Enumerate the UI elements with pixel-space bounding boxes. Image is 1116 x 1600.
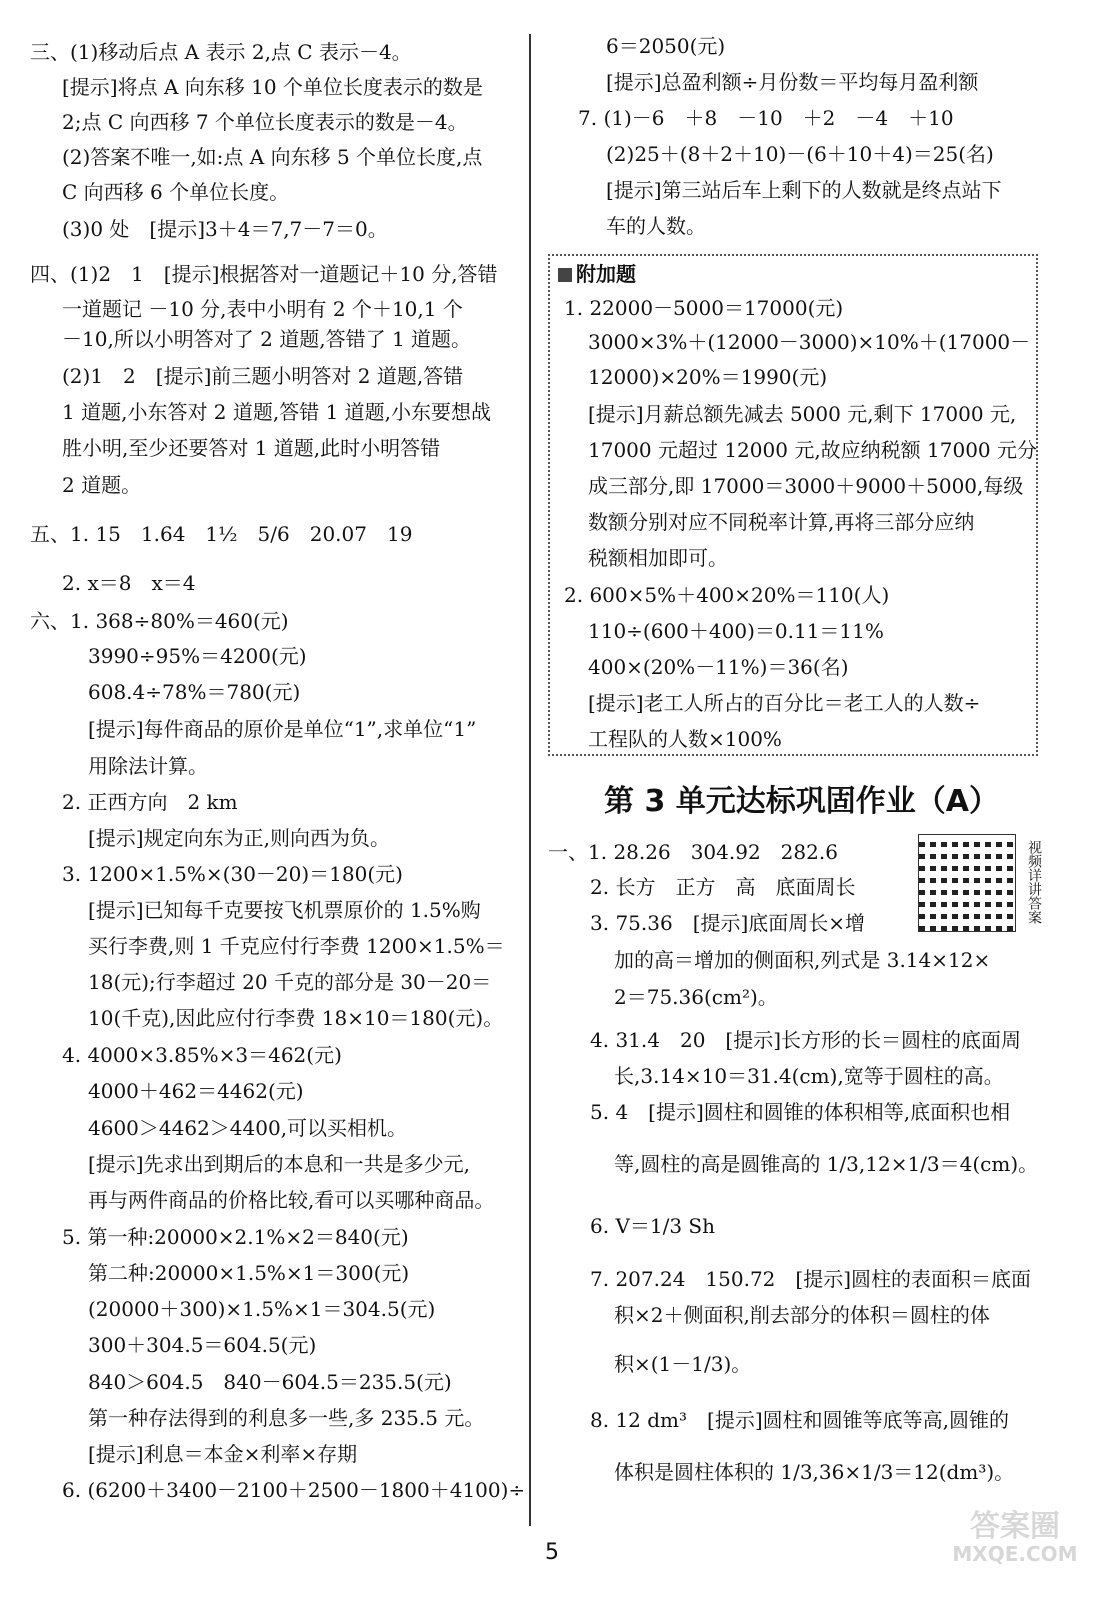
text-line: [提示]第三站后车上剩下的人数就是终点站下 [606, 178, 1002, 202]
qr-code-icon[interactable] [918, 834, 1016, 932]
page-number: 5 [545, 1540, 559, 1565]
text-line: 4. 4000×3.85%×3＝462(元) [62, 1043, 342, 1067]
text-line: 五、1. 15 1.64 1½ 5/6 20.07 19 [30, 522, 413, 546]
text-line: 四、(1)2 1 [提示]根据答对一道题记＋10 分,答错 [30, 262, 498, 286]
unit-line: 8. 12 dm³ [提示]圆柱和圆锥等底等高,圆锥的 [590, 1408, 1009, 1432]
addon-line: 110÷(600＋400)＝0.11＝11% [588, 619, 884, 643]
text-line: [提示]每件商品的原价是单位“1”,求单位“1” [88, 717, 477, 741]
text-line: 车的人数。 [606, 214, 706, 238]
column-divider [529, 34, 531, 1526]
text-line: 840＞604.5 840－604.5＝235.5(元) [88, 1370, 452, 1394]
addon-title [558, 258, 636, 287]
addon-line: 成三部分,即 17000＝3000＋9000＋5000,每级 [588, 474, 1024, 498]
addon-line: [提示]月薪总额先减去 5000 元,剩下 17000 元, [588, 402, 1017, 426]
text-line: 2;点 C 向西移 7 个单位长度表示的数是－4。 [62, 110, 468, 134]
text-line: 胜小明,至少还要答对 1 道题,此时小明答错 [62, 436, 441, 460]
unit-line: 一、1. 28.26 304.92 282.6 [548, 840, 838, 864]
text-line: 5. 第一种:20000×2.1%×2＝840(元) [62, 1225, 409, 1249]
text-line: [提示]总盈利额÷月份数＝平均每月盈利额 [606, 70, 979, 94]
text-line: 2. x＝8 x＝4 [62, 571, 196, 595]
addon-line: 3000×3%＋(12000－3000)×10%＋(17000－ [588, 330, 1031, 354]
addon-icon [558, 268, 572, 282]
text-line: 608.4÷78%＝780(元) [88, 680, 301, 704]
text-line: 6. (6200＋3400－2100＋2500－1800＋4100)÷ [62, 1478, 526, 1502]
text-line: 18(元);行李超过 20 千克的部分是 30－20＝ [88, 970, 492, 994]
addon-line: [提示]老工人所占的百分比＝老工人的人数÷ [588, 691, 981, 715]
text-line: 3990÷95%＝4200(元) [88, 644, 307, 668]
text-line: [提示]利息＝本金×利率×存期 [88, 1442, 358, 1466]
text-line: 六、1. 368÷80%＝460(元) [30, 609, 289, 633]
text-line: 三、(1)移动后点 A 表示 2,点 C 表示－4。 [30, 40, 412, 64]
text-line: 10(千克),因此应付行李费 18×10＝180(元)。 [88, 1006, 504, 1030]
text-line: 4600＞4462＞4400,可以买相机。 [88, 1116, 408, 1140]
addon-line: 数额分别对应不同税率计算,再将三部分应纳 [588, 510, 975, 534]
watermark-line1: 答案圈 [970, 1509, 1060, 1544]
text-line: 300＋304.5＝604.5(元) [88, 1333, 317, 1357]
text-line: 6＝2050(元) [606, 34, 726, 58]
unit-line: 3. 75.36 [提示]底面周长×增 [590, 911, 866, 935]
text-line: (3)0 处 [提示]3＋4＝7,7－7＝0。 [62, 217, 388, 241]
text-line: (20000＋300)×1.5%×1＝304.5(元) [88, 1297, 436, 1321]
unit-line: 等,圆柱的高是圆锥高的 1/3,12×1/3＝4(cm)。 [614, 1152, 1039, 1176]
text-line: (2)答案不唯一,如:点 A 向东移 5 个单位长度,点 [62, 145, 483, 169]
addon-title-text: 附加题 [576, 262, 636, 286]
addon-line: 1. 22000－5000＝17000(元) [564, 296, 844, 320]
addon-line: 400×(20%－11%)＝36(名) [588, 655, 849, 679]
text-line: [提示]先求出到期后的本息和一共是多少元, [88, 1152, 470, 1176]
text-line: (2)25＋(8＋2＋10)－(6＋10＋4)＝25(名) [606, 142, 994, 166]
unit-line: 6. V＝1/3 Sh [590, 1214, 716, 1238]
unit-line: 5. 4 [提示]圆柱和圆锥的体积相等,底面积也相 [590, 1100, 1011, 1124]
unit-title: 第 3 单元达标巩固作业（A） [604, 784, 999, 819]
unit-line: 加的高＝增加的侧面积,列式是 3.14×12× [614, 948, 991, 972]
text-line: －10,所以小明答对了 2 道题,答错了 1 道题。 [62, 327, 472, 351]
text-line: C 向西移 6 个单位长度。 [62, 180, 290, 204]
text-line: 再与两件商品的价格比较,看可以买哪种商品。 [88, 1188, 495, 1212]
addon-line: 2. 600×5%＋400×20%＝110(人) [564, 583, 890, 607]
text-line: 一道题记 －10 分,表中小明有 2 个＋10,1 个 [62, 297, 463, 321]
text-line: 2. 正西方向 2 km [62, 790, 238, 814]
text-line: 用除法计算。 [88, 754, 208, 778]
unit-line: 长,3.14×10＝31.4(cm),宽等于圆柱的高。 [614, 1064, 1004, 1088]
addon-line: 17000 元超过 12000 元,故应纳税额 17000 元分 [588, 438, 1038, 462]
watermark [930, 1510, 1100, 1565]
unit-line: 积×(1－1/3)。 [614, 1352, 752, 1376]
text-line: 3. 1200×1.5%×(30－20)＝180(元) [62, 862, 403, 886]
addon-line: 工程队的人数×100% [588, 727, 782, 751]
text-line: 2 道题。 [62, 473, 142, 497]
unit-line: 4. 31.4 20 [提示]长方形的长＝圆柱的底面周 [590, 1028, 1022, 1052]
unit-line: 2＝75.36(cm²)。 [614, 985, 778, 1009]
text-line: 4000＋462＝4462(元) [88, 1079, 304, 1103]
text-line: 7. (1)－6 ＋8 －10 ＋2 －4 ＋10 [578, 106, 954, 130]
unit-line: 2. 长方 正方 高 底面周长 [590, 875, 856, 899]
unit-line: 7. 207.24 150.72 [提示]圆柱的表面积＝底面 [590, 1267, 1032, 1291]
text-line: 第一种存法得到的利息多一些,多 235.5 元。 [88, 1406, 485, 1430]
text-line: 第二种:20000×1.5%×1＝300(元) [88, 1261, 410, 1285]
addon-line: 税额相加即可。 [588, 546, 728, 570]
addon-line: 12000)×20%＝1990(元) [588, 365, 828, 389]
text-line: [提示]将点 A 向东移 10 个单位长度表示的数是 [62, 75, 483, 99]
text-line: [提示]规定向东为正,则向西为负。 [88, 826, 390, 850]
qr-label: 视频详讲答案 [1026, 840, 1042, 924]
text-line: 1 道题,小东答对 2 道题,答错 1 道题,小东要想战 [62, 400, 492, 424]
text-line: 买行李费,则 1 千克应付行李费 1200×1.5%＝ [88, 934, 505, 958]
text-line: [提示]已知每千克要按飞机票原价的 1.5%购 [88, 898, 481, 922]
unit-line: 体积是圆柱体积的 1/3,36×1/3＝12(dm³)。 [614, 1460, 1015, 1484]
watermark-line2: MXQE.COM [952, 1542, 1078, 1566]
unit-line: 积×2＋侧面积,削去部分的体积＝圆柱的体 [614, 1303, 990, 1327]
text-line: (2)1 2 [提示]前三题小明答对 2 道题,答错 [62, 364, 464, 388]
